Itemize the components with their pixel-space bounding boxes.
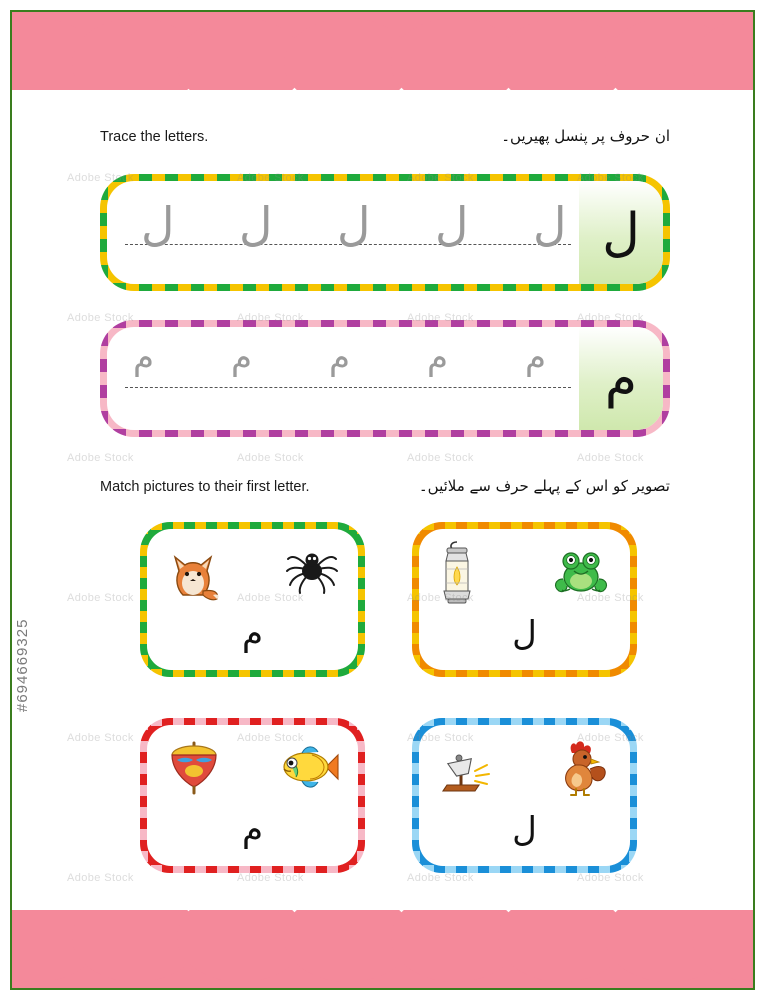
watermark: Adobe Stock: [237, 872, 304, 884]
watermark: Adobe Stock: [67, 872, 134, 884]
picture-rooster: [554, 735, 612, 802]
guide-line: [125, 387, 571, 388]
watermark: Adobe Stock: [237, 452, 304, 464]
watermark: Adobe Stock: [577, 872, 644, 884]
letter-meem: م: [604, 348, 638, 409]
watermark: Adobe Stock: [67, 312, 134, 324]
ghost-letter: ل: [533, 197, 567, 251]
match-card-1[interactable]: [140, 522, 365, 677]
picture-spinning-top: [163, 737, 225, 800]
watermark: Adobe Stock: [67, 172, 134, 184]
watermark: Adobe Stock: [237, 312, 304, 324]
instruction-match-ur: تصویر کو اس کے پہلے حرف سے ملائیں۔: [418, 477, 670, 495]
worksheet-page: [10, 10, 755, 990]
picture-fish: [278, 743, 340, 796]
watermark: Adobe Stock: [407, 452, 474, 464]
cloud-band-top: [12, 12, 753, 90]
match-card-1-letter: م: [241, 614, 264, 654]
instruction-trace-ur: ان حروف پر پنسل پھیریں۔: [501, 127, 670, 145]
cloud-band-bottom: [12, 910, 753, 988]
match-card-4-letter: ل: [512, 810, 537, 850]
watermark: Adobe Stock: [237, 732, 304, 744]
trace-row-laam-inner: [107, 181, 663, 284]
instruction-row-trace: [100, 127, 670, 145]
match-card-2-letter: ل: [512, 614, 537, 654]
watermark: Adobe Stock: [577, 452, 644, 464]
instruction-match-en: Match pictures to their first letter.: [100, 479, 310, 495]
picture-fox: [163, 543, 225, 610]
match-card-2[interactable]: [412, 522, 637, 677]
match-card-1-inner: [147, 529, 358, 670]
ghost-letter: م: [133, 338, 155, 378]
picture-lamp: [435, 741, 499, 798]
watermark: Adobe Stock: [407, 312, 474, 324]
watermark: Adobe Stock: [237, 172, 304, 184]
picture-lantern: [435, 539, 479, 612]
ghost-letter: ل: [435, 197, 469, 251]
picture-spider: [284, 543, 340, 600]
watermark: Adobe Stock: [67, 452, 134, 464]
match-card-3-inner: [147, 725, 358, 866]
watermark: Adobe Stock: [577, 732, 644, 744]
letter-pane-meem: [579, 327, 663, 430]
ghost-letter: ل: [141, 197, 175, 251]
watermark: Adobe Stock: [407, 732, 474, 744]
picture-frog: [550, 545, 612, 602]
watermark: Adobe Stock: [577, 312, 644, 324]
letter-laam: ل: [602, 202, 640, 263]
ghost-letter: م: [427, 338, 449, 378]
match-card-3-letter: م: [241, 810, 264, 850]
match-card-4[interactable]: [412, 718, 637, 873]
match-card-4-inner: [419, 725, 630, 866]
instruction-row-match: [100, 477, 670, 495]
trace-row-meem[interactable]: [100, 320, 670, 437]
trace-row-meem-inner: [107, 327, 663, 430]
watermark: Adobe Stock: [407, 872, 474, 884]
trace-row-laam[interactable]: [100, 174, 670, 291]
watermark: Adobe Stock: [407, 172, 474, 184]
watermark: Adobe Stock: [577, 172, 644, 184]
watermark: Adobe Stock: [407, 592, 474, 604]
ghost-letter: م: [231, 338, 253, 378]
stock-id: #694669325: [14, 618, 31, 712]
instruction-trace-en: Trace the letters.: [100, 129, 209, 145]
watermark: Adobe Stock: [237, 592, 304, 604]
watermark: Adobe Stock: [67, 592, 134, 604]
match-card-2-inner: [419, 529, 630, 670]
watermark: Adobe Stock: [577, 592, 644, 604]
watermark: Adobe Stock: [67, 732, 134, 744]
ghost-letter: ل: [239, 197, 273, 251]
ghost-letter: ل: [337, 197, 371, 251]
ghost-letter: م: [329, 338, 351, 378]
ghost-letter: م: [525, 338, 547, 378]
match-card-3[interactable]: [140, 718, 365, 873]
letter-pane-laam: [579, 181, 663, 284]
